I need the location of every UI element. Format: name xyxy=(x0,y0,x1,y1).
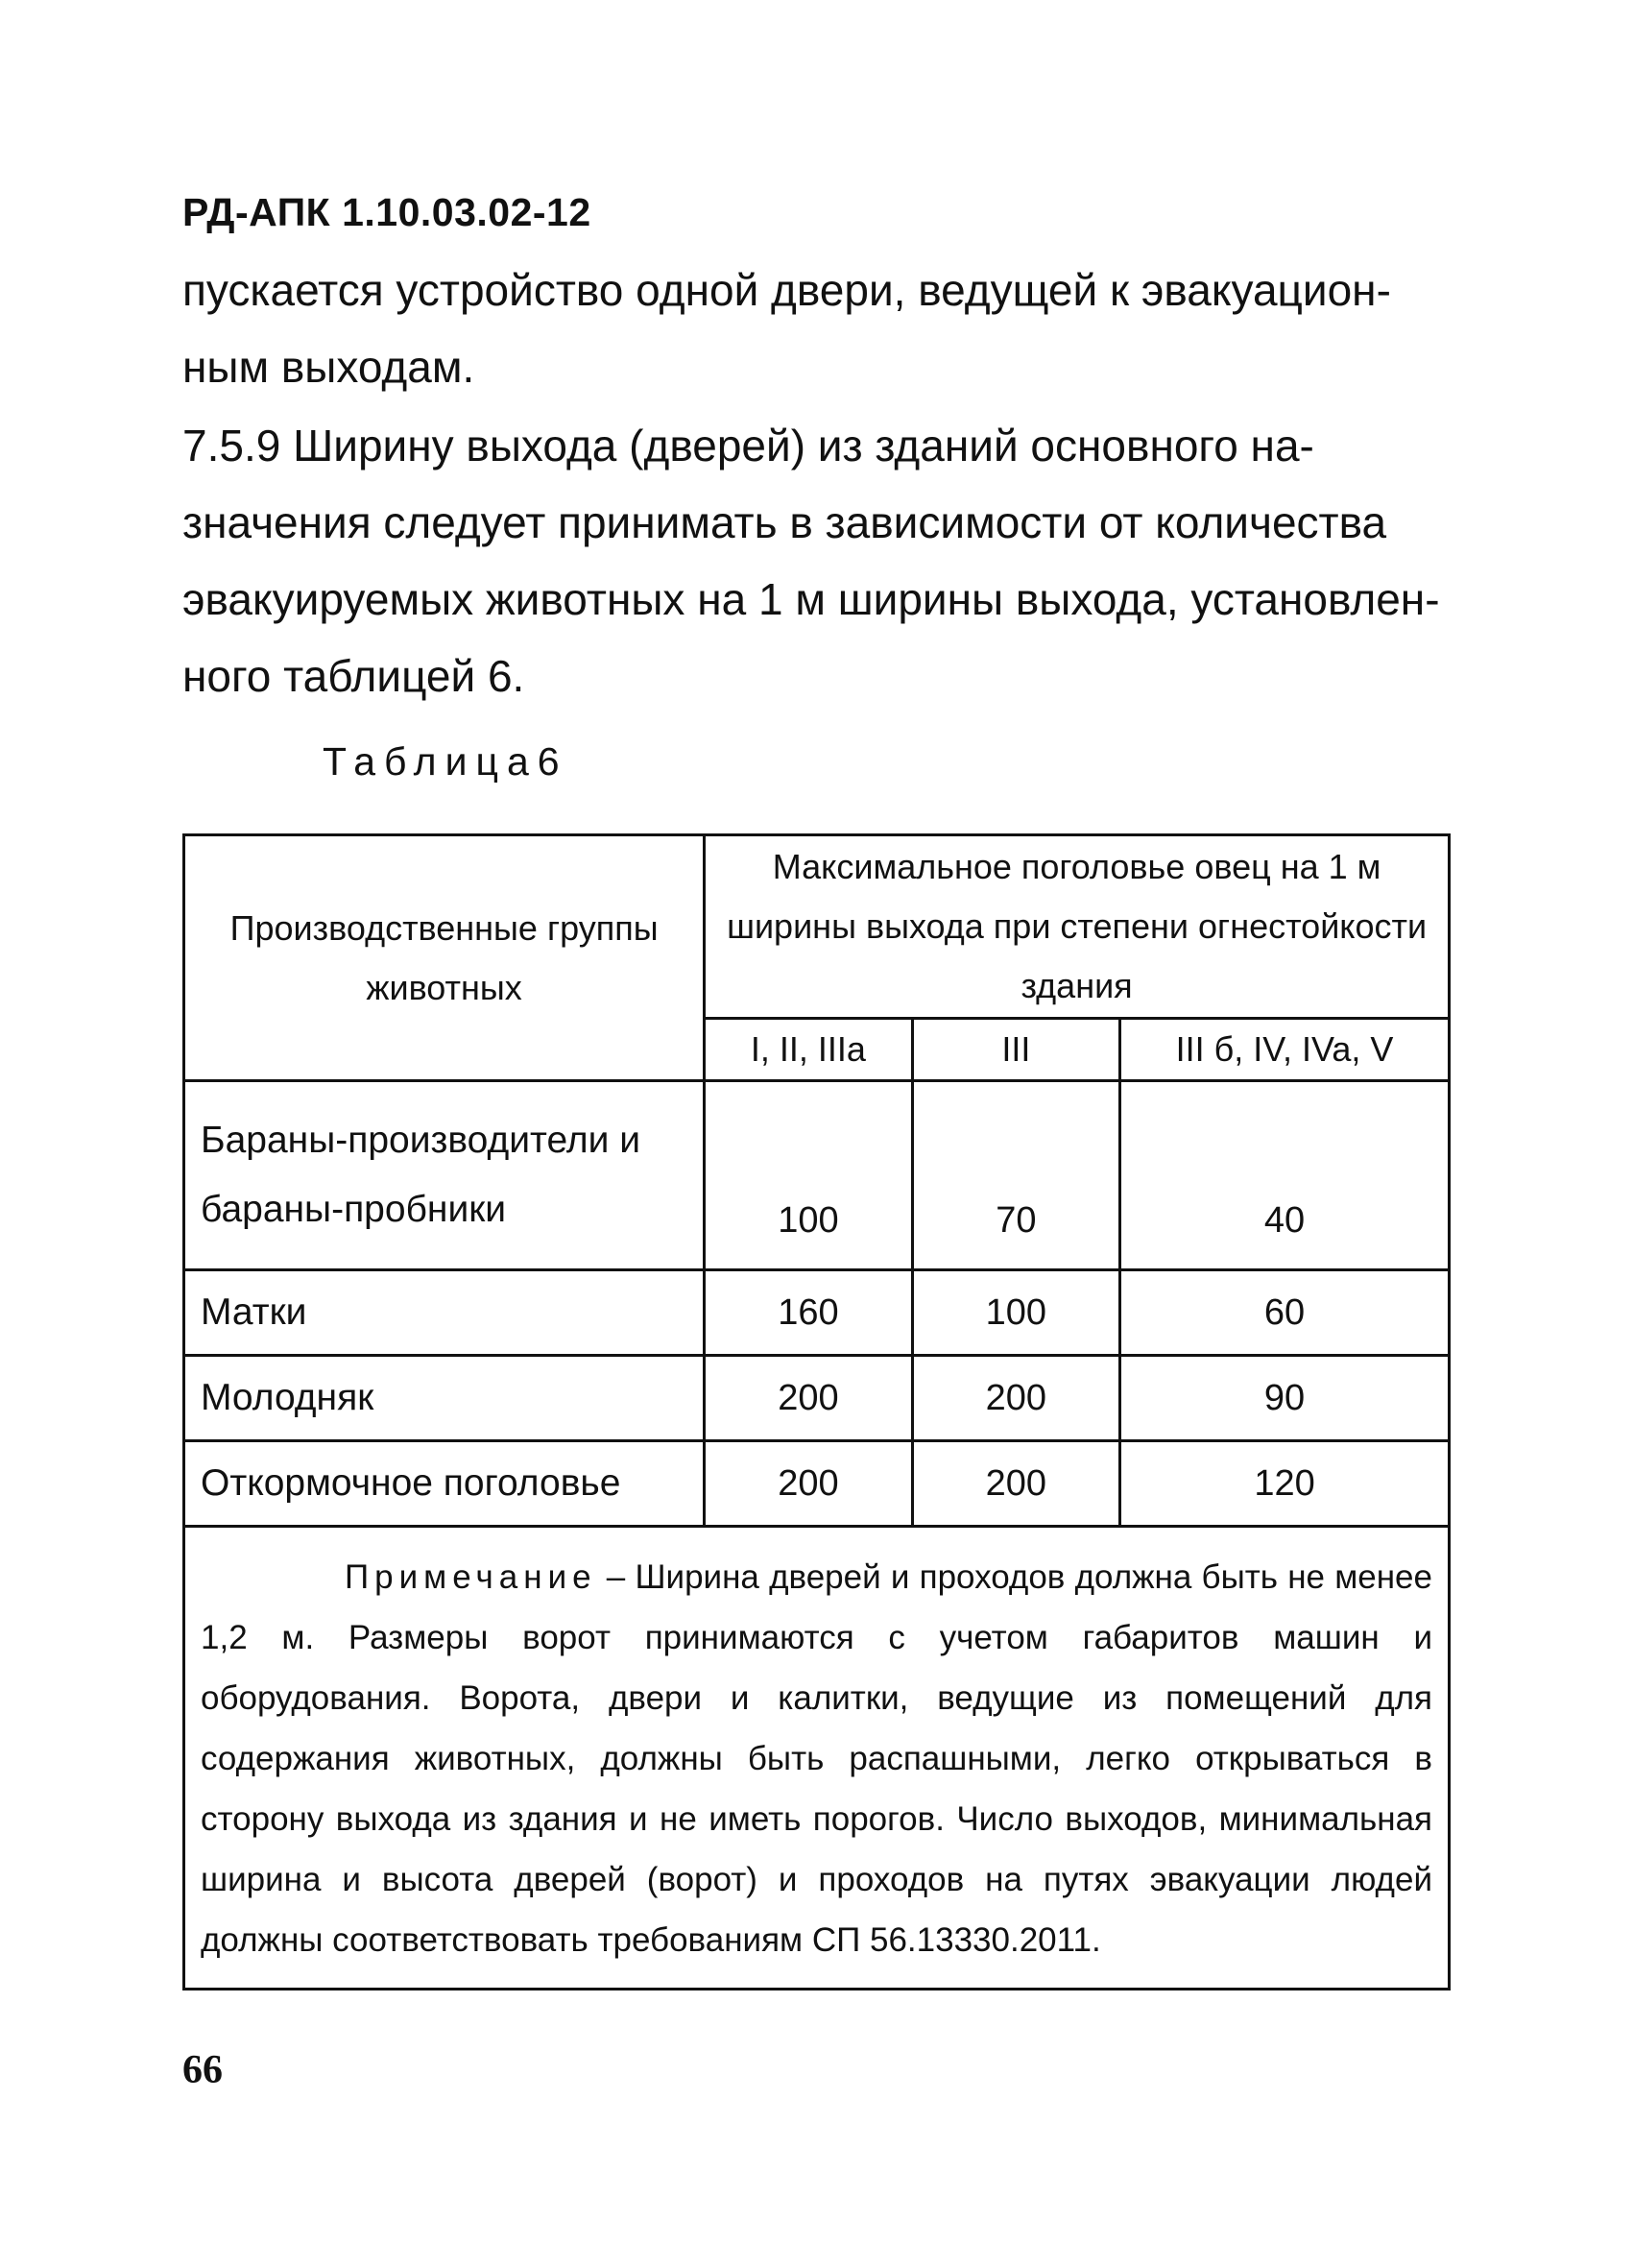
table-row xyxy=(184,1081,1450,1270)
row-value: 40 xyxy=(1120,1081,1450,1270)
column-header-fire-resistance-1: I, II, IIIa xyxy=(705,1019,912,1081)
row-value: 200 xyxy=(705,1356,912,1441)
row-name: Молодняк xyxy=(184,1356,705,1441)
note-text: – Ширина дверей и проходов должна быть не менее 1,2 м. Размеры ворот принимаются с учетом габаритов машин и оборудования. Ворота, двери и калитки, ведущие из помещений для содержания животных, должны быть распашными, легко открываться в сторону выхода из здания и не иметь порогов. Число выходов, минимальная ширина и высота дверей (ворот) и проходов на путях эвакуации людей должны соответствовать требованиям СП 56.13330.2011. xyxy=(201,1558,1432,1959)
row-value: 200 xyxy=(912,1441,1119,1527)
row-value: 200 xyxy=(912,1356,1119,1441)
paragraph-continuation: пускается устройство одной двери, ведущей к эвакуацион- ным выходам. xyxy=(182,265,1391,392)
document-code-header: РД-АПК 1.10.03.02-12 xyxy=(182,190,591,234)
paragraph-7-5-9: 7.5.9 Ширину выхода (дверей) из зданий основного на- значения следует принимать в зависимости от количества эвакуируемых животных на 1 м ширины выхода, установлен- ного таблицей 6. xyxy=(182,421,1440,701)
table-row xyxy=(184,1441,1450,1527)
table-caption: Таблица6 xyxy=(323,739,568,784)
table-row xyxy=(184,1270,1450,1356)
table-row xyxy=(184,1356,1450,1441)
row-value: 100 xyxy=(912,1270,1119,1356)
row-value: 200 xyxy=(705,1441,912,1527)
row-name: Откормочное поголовье xyxy=(184,1441,705,1527)
row-name: Бараны-производители и бараны-пробники xyxy=(184,1081,705,1270)
row-value: 160 xyxy=(705,1270,912,1356)
note-label: Примечание xyxy=(345,1558,597,1596)
row-value: 60 xyxy=(1120,1270,1450,1356)
header-max-head-count: Максимальное поголовье овец на 1 м ширины выхода при степени огнестойкости здания xyxy=(705,835,1450,1019)
table-note xyxy=(184,1527,1450,1990)
column-header-fire-resistance-3: III б, IV, IVa, V xyxy=(1120,1019,1450,1081)
row-value: 120 xyxy=(1120,1441,1450,1527)
row-value: 90 xyxy=(1120,1356,1450,1441)
column-header-fire-resistance-2: III xyxy=(912,1019,1119,1081)
header-animal-groups: Производственные группы животных xyxy=(184,835,705,1081)
row-value: 100 xyxy=(705,1081,912,1270)
page-number: 66 xyxy=(182,2048,223,2092)
row-value: 70 xyxy=(912,1081,1119,1270)
exit-width-table xyxy=(182,833,1451,1991)
row-name: Матки xyxy=(184,1270,705,1356)
